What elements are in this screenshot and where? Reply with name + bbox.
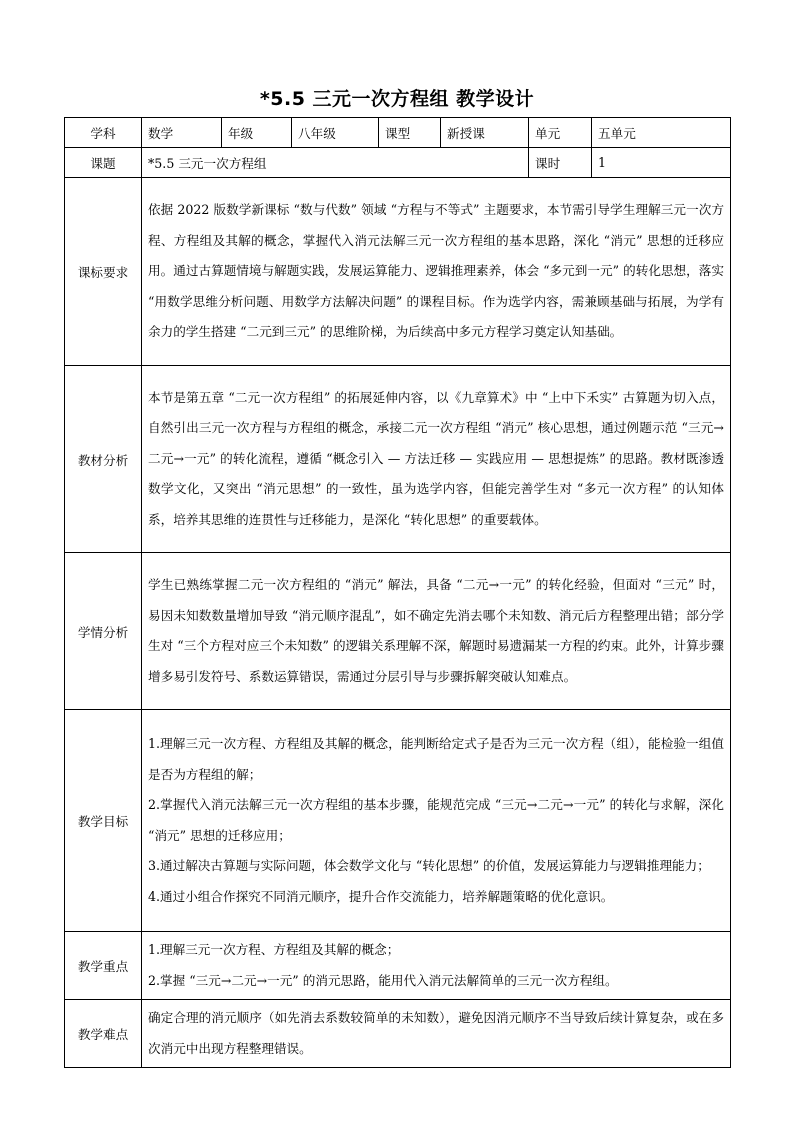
- section-content: [142, 1000, 731, 1068]
- section-paragraph: 依据 2022 版数学新课标 “数与代数” 领域 “方程与不等式” 主题要求，本节需引导学生理解三元一次方程、方程组及其解的概念，掌握代入消元法解三元一次方程组的基本思路，深化 “消元” 思想的迁移应用。通过古算题情境与解题实践，发展运算能力、逻辑推理素养，体会 “多元到一元” 的转化思想，落实 “用数学思维分析问题、用数学方法解决问题” 的课程目标。作为选学内容，需兼顾基础与拓展，为学有余力的学生搭建 “二元到三元” 的思维阶梯，为后续高中多元方程学习奠定认知基础。: [148, 202, 724, 340]
- topic-value: *5.5 三元一次方程组: [142, 148, 529, 178]
- grade-value: 八年级: [292, 118, 379, 148]
- section-content: [142, 366, 731, 553]
- section-row-keypoints: [65, 932, 731, 1000]
- unit-label: 单元: [529, 118, 592, 148]
- section-label: 课标要求: [65, 178, 142, 366]
- hours-value: 1: [592, 148, 731, 178]
- grade-label: 年级: [222, 118, 292, 148]
- hours-label: 课时: [529, 148, 592, 178]
- topic-label: 课题: [65, 148, 142, 178]
- section-paragraph: 2.掌握 “三元→二元→一元” 的消元思路，能用代入消元法解简单的三元一次方程组。: [148, 972, 618, 988]
- section-label: 教材分析: [65, 366, 142, 553]
- section-label: 教学目标: [65, 710, 142, 932]
- lesson-plan-table: [64, 117, 731, 1068]
- section-label: 学情分析: [65, 553, 142, 710]
- header-row: [65, 118, 731, 148]
- section-row-standards: [65, 178, 731, 366]
- section-content: [142, 553, 731, 710]
- document-title: *5.5 三元一次方程组 教学设计: [259, 88, 535, 110]
- section-content: [142, 710, 731, 932]
- subject-value: 数学: [142, 118, 222, 148]
- section-paragraph: 学生已熟练掌握二元一次方程组的 “消元” 解法，具备 “二元→一元” 的转化经验，但面对 “三元” 时，易因未知数数量增加导致 “消元顺序混乱”，如不确定先消去哪个未知数、消元后方程整理出错；部分学生对 “三个方程对应三个未知数” 的逻辑关系理解不深，解题时易遗漏某一方程的约束。此外，计算步骤增多易引发符号、系数运算错误，需通过分层引导与步骤拆解突破认知难点。: [148, 577, 724, 684]
- section-paragraph: 4.通过小组合作探究不同消元顺序，提升合作交流能力，培养解题策略的优化意识。: [148, 888, 614, 904]
- type-value: 新授课: [441, 118, 529, 148]
- section-paragraph: 确定合理的消元顺序（如先消去系数较简单的未知数），避免因消元顺序不当导致后续计算复杂，或在多次消元中出现方程整理错误。: [148, 1010, 724, 1056]
- section-label: 教学重点: [65, 932, 142, 1000]
- section-paragraph: 本节是第五章 “二元一次方程组” 的拓展延伸内容，以《九章算术》中 “上中下禾实” 古算题为切入点，自然引出三元一次方程与方程组的概念，承接二元一次方程组 “消元” 核心思想，通过例题示范 “三元→二元→一元” 的转化流程，遵循 “概念引入 — 方法迁移 — 实践应用 — 思想提炼” 的思路。教材既渗透数学文化，又突出 “消元思想” 的一致性，虽为选学内容，但能完善学生对 “多元一次方程” 的认知体系，培养其思维的连贯性与迁移能力，是深化 “转化思想” 的重要载体。: [148, 389, 724, 527]
- section-paragraph: 1.理解三元一次方程、方程组及其解的概念，能判断给定式子是否为三元一次方程（组），能检验一组值是否为方程组的解；: [148, 736, 724, 782]
- section-paragraph: 3.通过解决古算题与实际问题，体会数学文化与 “转化思想” 的价值，发展运算能力与逻辑推理能力；: [148, 858, 710, 873]
- section-content: [142, 178, 731, 366]
- section-row-difficulties: [65, 1000, 731, 1068]
- section-row-students: [65, 553, 731, 710]
- subject-label: 学科: [65, 118, 142, 148]
- section-label: 教学难点: [65, 1000, 142, 1068]
- type-label: 课型: [379, 118, 441, 148]
- topic-row: [65, 148, 731, 178]
- section-content: [142, 932, 731, 1000]
- unit-value: 五单元: [592, 118, 731, 148]
- section-row-textbook: [65, 366, 731, 553]
- section-paragraph: 2.掌握代入消元法解三元一次方程组的基本步骤，能规范完成 “三元→二元→一元” 的转化与求解，深化 “消元” 思想的迁移应用；: [148, 797, 724, 843]
- section-row-goals: [65, 710, 731, 932]
- section-paragraph: 1.理解三元一次方程、方程组及其解的概念；: [148, 942, 400, 957]
